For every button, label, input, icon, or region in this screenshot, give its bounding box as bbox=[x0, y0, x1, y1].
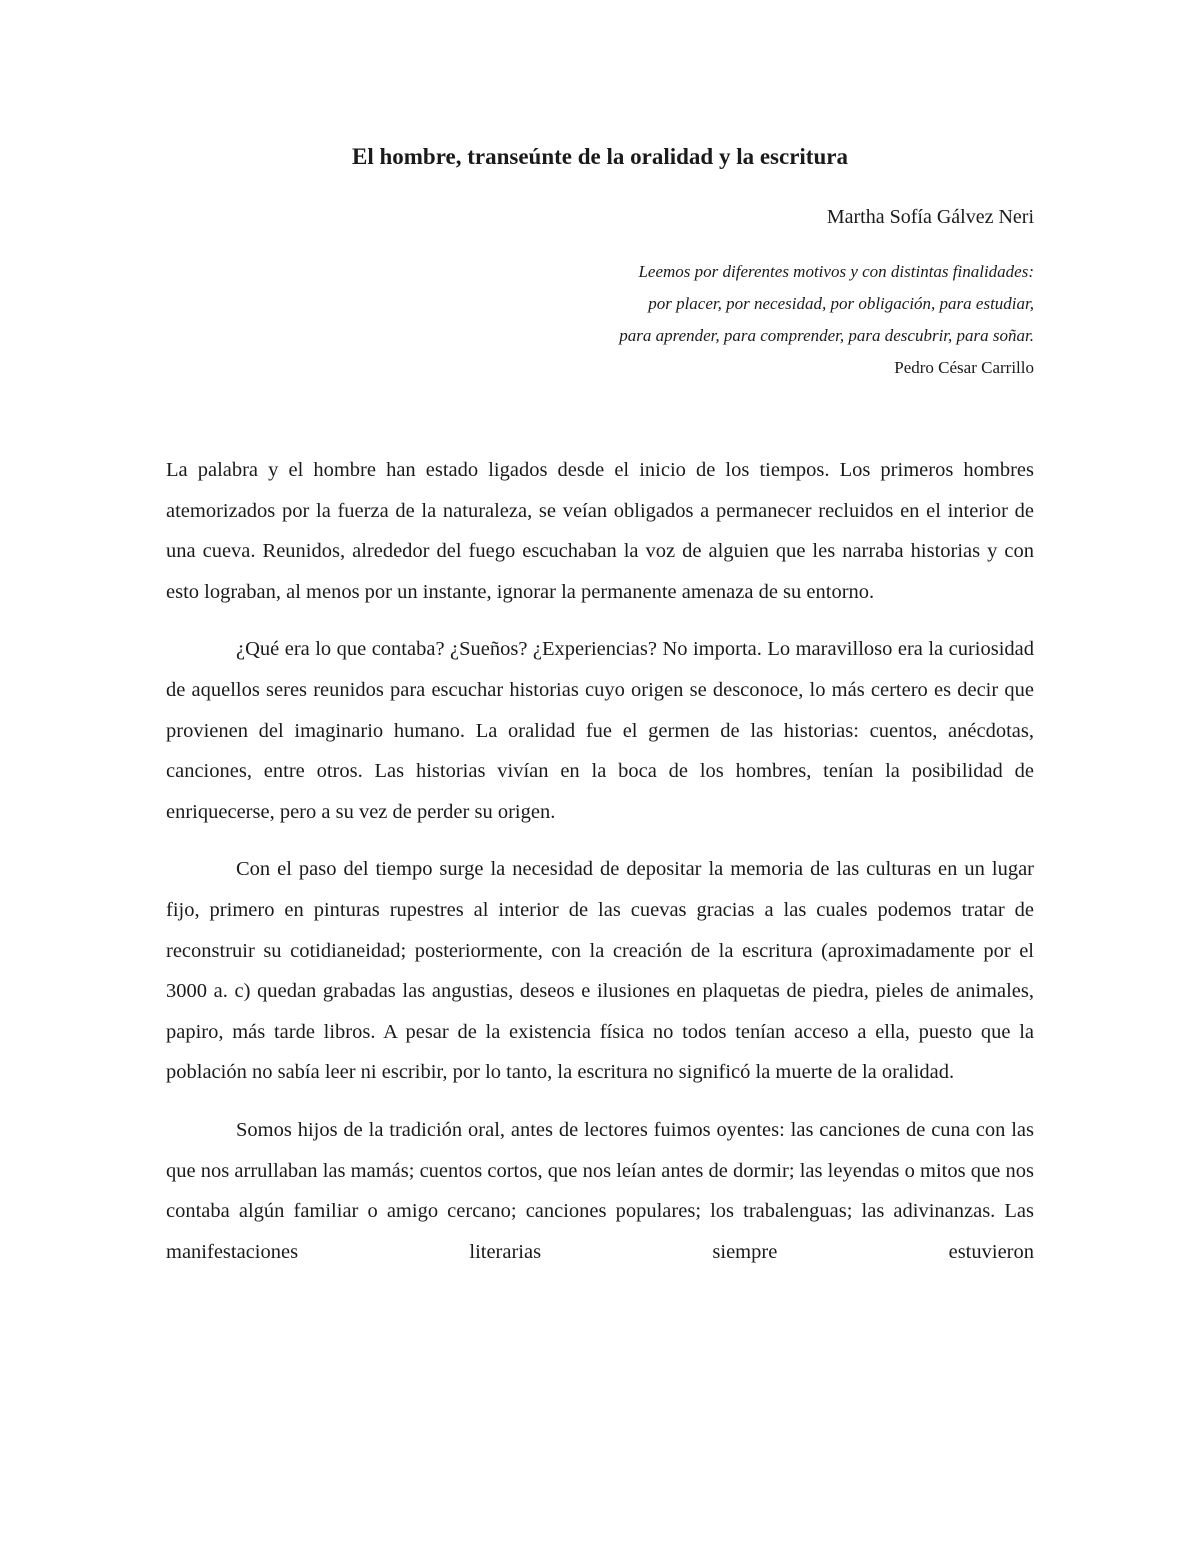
document-body bbox=[166, 450, 1034, 1289]
document-title: El hombre, transeúnte de la oralidad y la escritura bbox=[352, 144, 848, 169]
epigraph-line: para aprender, para comprender, para descubrir, para soñar. bbox=[619, 326, 1034, 345]
epigraph-attribution: Pedro César Carrillo bbox=[894, 358, 1034, 377]
body-paragraph: ¿Qué era lo que contaba? ¿Sueños? ¿Experiencias? No importa. Lo maravilloso era la curiosidad de aquellos seres reunidos para escuchar historias cuyo origen se desconoce, lo más certero es decir que provienen del imaginario humano. La oralidad fue el germen de las historias: cuentos, anécdotas, canciones, entre otros. Las historias vivían en la boca de los hombres, tenían la posibilidad de enriquecerse, pero a su vez de perder su origen. bbox=[166, 638, 1034, 823]
body-paragraph: La palabra y el hombre han estado ligados desde el inicio de los tiempos. Los primeros hombres atemorizados por la fuerza de la naturaleza, se veían obligados a permanecer recluidos en el interior de una cueva. Reunidos, alrededor del fuego escuchaban la voz de alguien que les narraba historias y con esto lograban, al menos por un instante, ignorar la permanente amenaza de su entorno. bbox=[166, 459, 1034, 603]
author-name: Martha Sofía Gálvez Neri bbox=[826, 206, 1034, 228]
epigraph bbox=[334, 256, 1034, 384]
epigraph-line: Leemos por diferentes motivos y con distintas finalidades: bbox=[638, 262, 1034, 281]
body-paragraph: Con el paso del tiempo surge la necesidad de depositar la memoria de las culturas en un lugar fijo, primero en pinturas rupestres al interior de las cuevas gracias a las cuales podemos tratar de reconstruir su cotidianeidad; posteriormente, con la creación de la escritura (aproximadamente por el 3000 a. c) quedan grabadas las angustias, deseos e ilusiones en plaquetas de piedra, pieles de animales, papiro, más tarde libros. A pesar de la existencia física no todos tenían acceso a ella, puesto que la población no sabía leer ni escribir, por lo tanto, la escritura no significó la muerte de la oralidad. bbox=[166, 858, 1034, 1084]
epigraph-line: por placer, por necesidad, por obligación, para estudiar, bbox=[648, 294, 1034, 313]
body-paragraph: Somos hijos de la tradición oral, antes de lectores fuimos oyentes: las canciones de cuna con las que nos arrullaban las mamás; cuentos cortos, que nos leían antes de dormir; las leyendas o mitos que nos contaba algún familiar o amigo cercano; canciones populares; los trabalenguas; las adivinanzas. Las manifestaciones literarias siempre estuvieron bbox=[166, 1118, 1034, 1263]
